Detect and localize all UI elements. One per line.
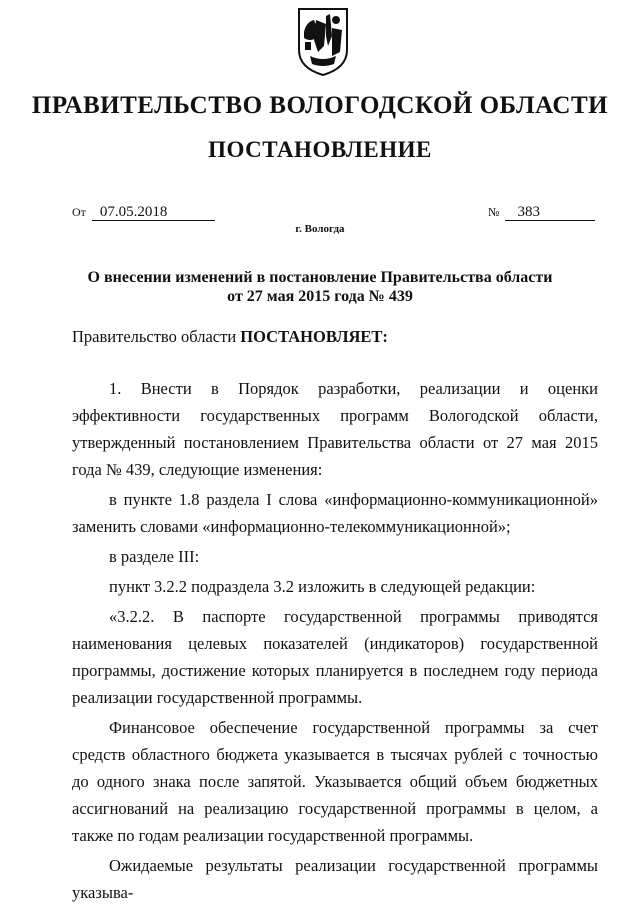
decree-statement bbox=[72, 327, 388, 347]
date-field bbox=[72, 204, 215, 221]
paragraph-7: Ожидаемые результаты реализации государственной программы указыва- bbox=[72, 856, 598, 902]
subject-line-2: от 27 мая 2015 года № 439 bbox=[227, 288, 413, 305]
document-body bbox=[72, 375, 598, 909]
paragraph-4: пункт 3.2.2 подраздела 3.2 изложить в следующей редакции: bbox=[109, 577, 536, 596]
number-field bbox=[488, 204, 595, 221]
paragraph-1: 1. Внести в Порядок разработки, реализации и оценки эффективности государственных программ Вологодской области, утвержденный постановлением Правительства области от 27 мая 2015 года № 439, следующие изменения: bbox=[72, 379, 598, 479]
decree-verb: ПОСТАНОВЛЯЕТ: bbox=[240, 327, 388, 346]
date-label: От bbox=[72, 205, 86, 219]
government-title: ПРАВИТЕЛЬСТВО ВОЛОГОДСКОЙ ОБЛАСТИ bbox=[31, 92, 609, 119]
subject-line-1: О внесении изменений в постановление Правительства области bbox=[87, 269, 553, 286]
paragraph-5: «3.2.2. В паспорте государственной программы приводятся наименования целевых показателей (индикаторов) государственной программы, достижение которых планируется в последнем году периода реализации государственной программы. bbox=[72, 607, 598, 707]
paragraph-2: в пункте 1.8 раздела I слова «информационно-коммуникационной» заменить словами «информационно-телекоммуникационной»; bbox=[72, 490, 598, 536]
vologda-coat-of-arms-icon bbox=[296, 6, 350, 78]
number-value: 383 bbox=[505, 204, 595, 221]
document-type: ПОСТАНОВЛЕНИЕ bbox=[208, 137, 432, 162]
number-label: № bbox=[488, 205, 500, 219]
city: г. Вологда bbox=[295, 223, 345, 235]
document-subject bbox=[0, 268, 640, 306]
date-value: 07.05.2018 bbox=[92, 204, 215, 221]
paragraph-6: Финансовое обеспечение государственной программы за счет средств областного бюджета указывается в тысячах рублей с точностью до одного знака после запятой. Указывается общий объем бюджетных ассигнований на реализацию государственной программы в целом, а также по годам реализации государственной программы. bbox=[72, 718, 598, 845]
decree-prefix: Правительство области bbox=[72, 327, 237, 346]
paragraph-3: в разделе III: bbox=[109, 547, 200, 566]
